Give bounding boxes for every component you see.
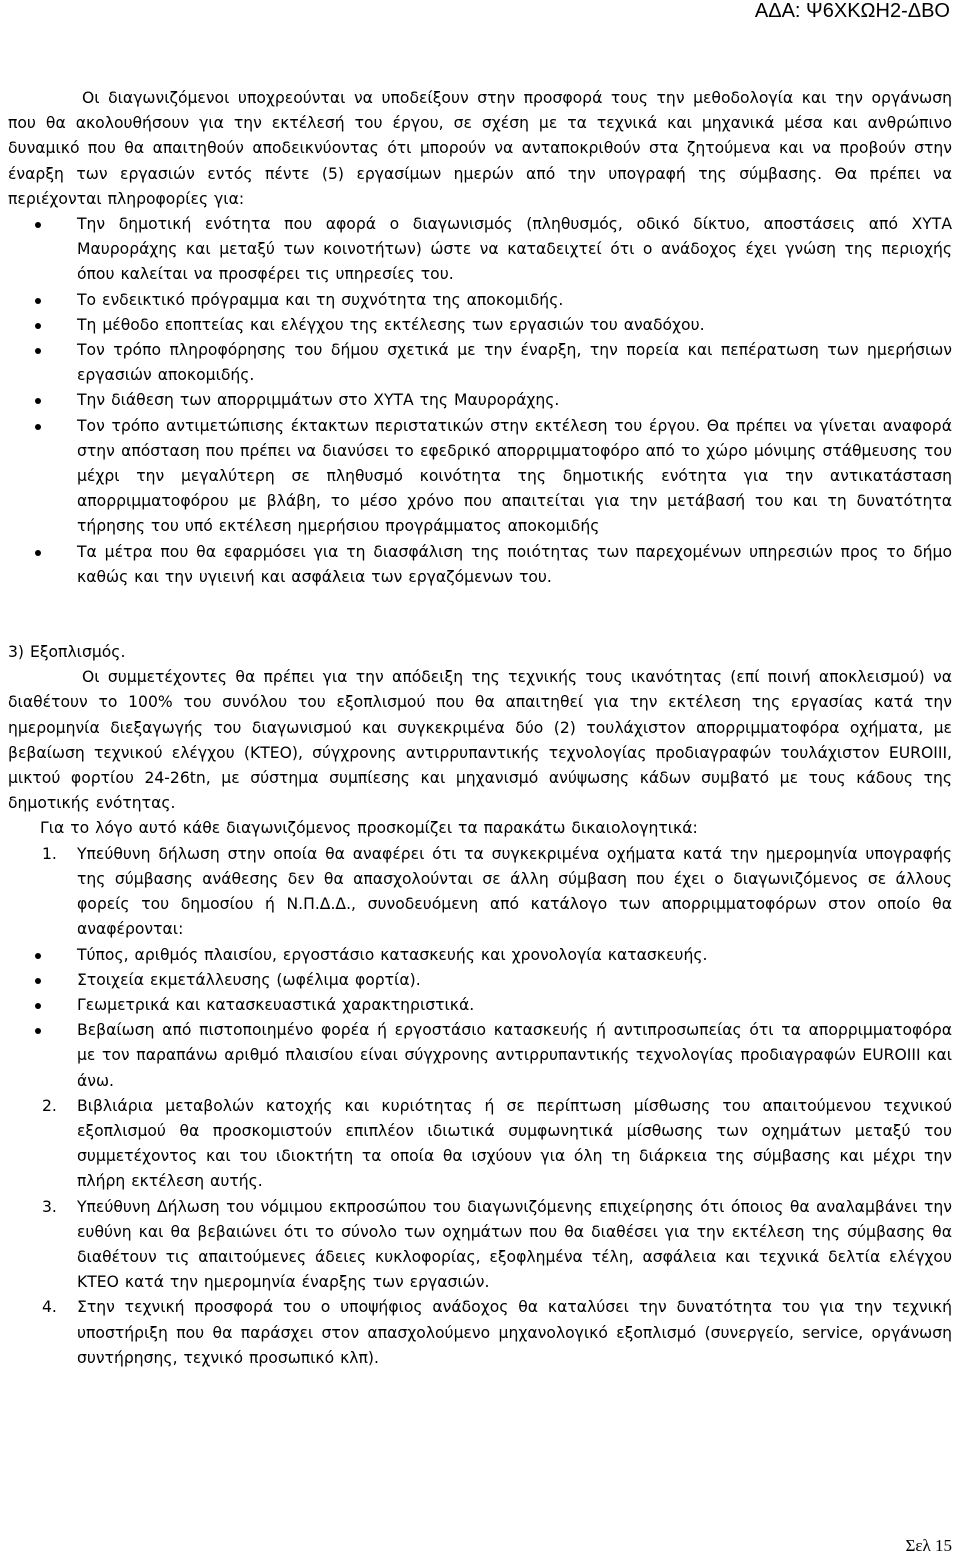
equipment-paragraph: Οι συμμετέχοντες θα πρέπει για την απόδειξη της τεχνικής τους ικανότητας (επί ποινή αποκλεισμού) να διαθέτουν το 100% του συνόλου του εξοπλισμού που θα απαιτηθεί για την εκτέλεση της εργασίας κατά την ημερομηνία διεξαγωγής του διαγωνισμού και συγκεκριμένα δύο (2) τουλάχιστον απορριμματοφόρα οχήματα, με βεβαίωση τεχνικού ελέγχου (ΚΤΕΟ), σύγχρονης αντιρρυπαντικής τεχνολογίας προδιαγραφών τουλάχιστον EUROIII, μικτού φορτίου 24-26tn, με σύστημα συμπίεσης και μηχανισμό ανύψωσης κάδων συμβατό με τους κάδους της δημοτικής ενότητας. <box>8 668 952 813</box>
list-item: Βεβαίωση από πιστοποιημένο φορέα ή εργοστάσιο κατασκευής ή αντιπροσωπείας ότι τα απορριμματοφόρα με τον παραπάνω αριθμό πλαισίου είναι σύγχρονης αντιρρυπαντικής τεχνολογίας προδιαγραφών EUROIII και άνω. <box>8 1018 952 1094</box>
numbered-item <box>8 1295 952 1371</box>
item-number: 4. <box>42 1298 57 1317</box>
list-item: Γεωμετρικά και κατασκευαστικά χαρακτηριστικά. <box>8 993 952 1018</box>
list-item: Το ενδεικτικό πρόγραμμα και τη συχνότητα της αποκομιδής. <box>8 288 952 313</box>
list-item: Τον τρόπο αντιμετώπισης έκτακτων περιστατικών στην εκτέλεση του έργου. Θα πρέπει να γίνεται αναφορά στην απόσταση που πρέπει να διανύσει το εφεδρικό απορριμματοφόρο από το χώρο μόνιμης στάθμευσης του μέχρι την μεγαλύτερη σε πληθυσμό κοινότητα της δημοτικής ενότητα για την αντικατάσταση απορριμματοφόρου με βλάβη, το μέσο χρόνο που απαιτείται για την μετάβασή του και τη δυνατότητα τήρησης του υπό εκτέλεση ημερήσιου προγράμματος αποκομιδής <box>8 414 952 540</box>
page-number: Σελ 15 <box>905 1536 952 1555</box>
intro-paragraph: Οι διαγωνιζόμενοι υποχρεούνται να υποδείξουν στην προσφορά τους την μεθοδολογία και την οργάνωση που θα ακολουθήσουν για την εκτέλεσή του έργου, σε σχέση με τα τεχνικά και μηχανικά μέσα και ανθρώπινο δυναμικό που θα απαιτηθούν αποδεικνύοντας ότι μπορούν να ανταποκριθούν στα ζητούμενα και να προβούν στην έναρξη των εργασιών εντός πέντε (5) εργασίμων ημερών από την υπογραφή της σύμβασης. Θα πρέπει να περιέχονται πληροφορίες για: <box>8 89 952 208</box>
list-item: Τύπος, αριθμός πλαισίου, εργοστάσιο κατασκευής και χρονολογία κατασκευής. <box>8 943 952 968</box>
item-text: Βιβλιάρια μεταβολών κατοχής και κυριότητας ή σε περίπτωση μίσθωσης του απαιτούμενου τεχνικού εξοπλισμού θα προσκομιστούν επιπλέον ιδιωτικά συμφωνητικά μίσθωσης των οχημάτων μεταξύ του συμμετέχοντος και του ιδιοκτήτη τα οποία θα ισχύουν για όλη τη διάρκεια της σύμβασης και μέχρι την πλήρη εκτέλεση αυτής. <box>77 1096 952 1191</box>
list-item: Την δημοτική ενότητα που αφορά ο διαγωνισμός (πληθυσμός, οδικό δίκτυο, αποστάσεις από ΧΥΤΑ Μαυροράχης και μεταξύ των κοινοτήτων) ώστε να καταδειχτεί ότι ο ανάδοχος έχει γνώση της περιοχής όπου καλείται να προσφέρει τις υπηρεσίες του. <box>8 212 952 288</box>
item-text: Στην τεχνική προσφορά του ο υποψήφιος ανάδοχος θα καταλύσει την δυνατότητα του για την τεχνική υποστήριξη που θα παράσχει στον απασχολούμενο μηχανολογικό εξοπλισμό (συνεργείο, service, οργάνωση συντήρησης, τεχνικό προσωπικό κλπ). <box>77 1298 952 1367</box>
documents-intro: Για το λόγο αυτό κάθε διαγωνιζόμενος προσκομίζει τα παρακάτω δικαιολογητικά: <box>40 819 698 838</box>
ada-code: ΑΔΑ: Ψ6ΧΚΩΗ2-ΔΒΟ <box>754 0 950 22</box>
list-item: Τα μέτρα που θα εφαρμόσει για τη διασφάλιση της ποιότητας των παρεχομένων υπηρεσιών προς το δήμο καθώς και την υγιεινή και ασφάλεια των εργαζόμενων του. <box>8 540 952 590</box>
requirements-list <box>8 212 952 590</box>
item-number: 2. <box>42 1096 57 1115</box>
document-body <box>8 86 952 1371</box>
vehicle-details-list <box>8 943 952 1094</box>
list-item: Στοιχεία εκμετάλλευσης (ωφέλιμα φορτία). <box>8 968 952 993</box>
numbered-item <box>8 842 952 943</box>
item-number: 3. <box>42 1197 57 1216</box>
numbered-item <box>8 1094 952 1195</box>
numbered-item <box>8 1195 952 1296</box>
list-item: Τον τρόπο πληροφόρησης του δήμου σχετικά με την έναρξη, την πορεία και πεπέρατωση των ημερήσιων εργασιών αποκομιδής. <box>8 338 952 388</box>
item-text: Υπεύθυνη Δήλωση του νόμιμου εκπροσώπου του διαγωνιζόμενης επιχείρησης ότι όποιος θα αναλαμβάνει την ευθύνη και θα βεβαιώνει ότι το σύνολο των οχημάτων που θα διαθέσει για την εκτέλεση της σύμβασης θα διαθέτουν τις απαιτούμενες άδειες κυκλοφορίας, εξοφλημένα τέλη, ασφάλεια και τεχνικά δελτία ελέγχου ΚΤΕΟ κατά την ημερομηνία έναρξης των εργασιών. <box>77 1197 952 1292</box>
list-item: Την διάθεση των απορριμμάτων στο ΧΥΤΑ της Μαυροράχης. <box>8 388 952 413</box>
item-text: Υπεύθυνη δήλωση στην οποία θα αναφέρει ότι τα συγκεκριμένα οχήματα κατά την ημερομηνία υπογραφής της σύμβασης ανάθεσης δεν θα απασχολούνται σε άλλη σύμβαση που έχει ο διαγωνιζόμενος σε άλλους φορείς του δημοσίου ή Ν.Π.Δ.Δ., συνοδευόμενη από κατάλογο των απορριμματοφόρων στον οποίο θα αναφέρονται: <box>77 844 952 939</box>
item-number: 1. <box>42 844 57 863</box>
section-heading: 3) Εξοπλισμός. <box>8 643 126 662</box>
list-item: Τη μέθοδο εποπτείας και ελέγχου της εκτέλεσης των εργασιών του αναδόχου. <box>8 313 952 338</box>
